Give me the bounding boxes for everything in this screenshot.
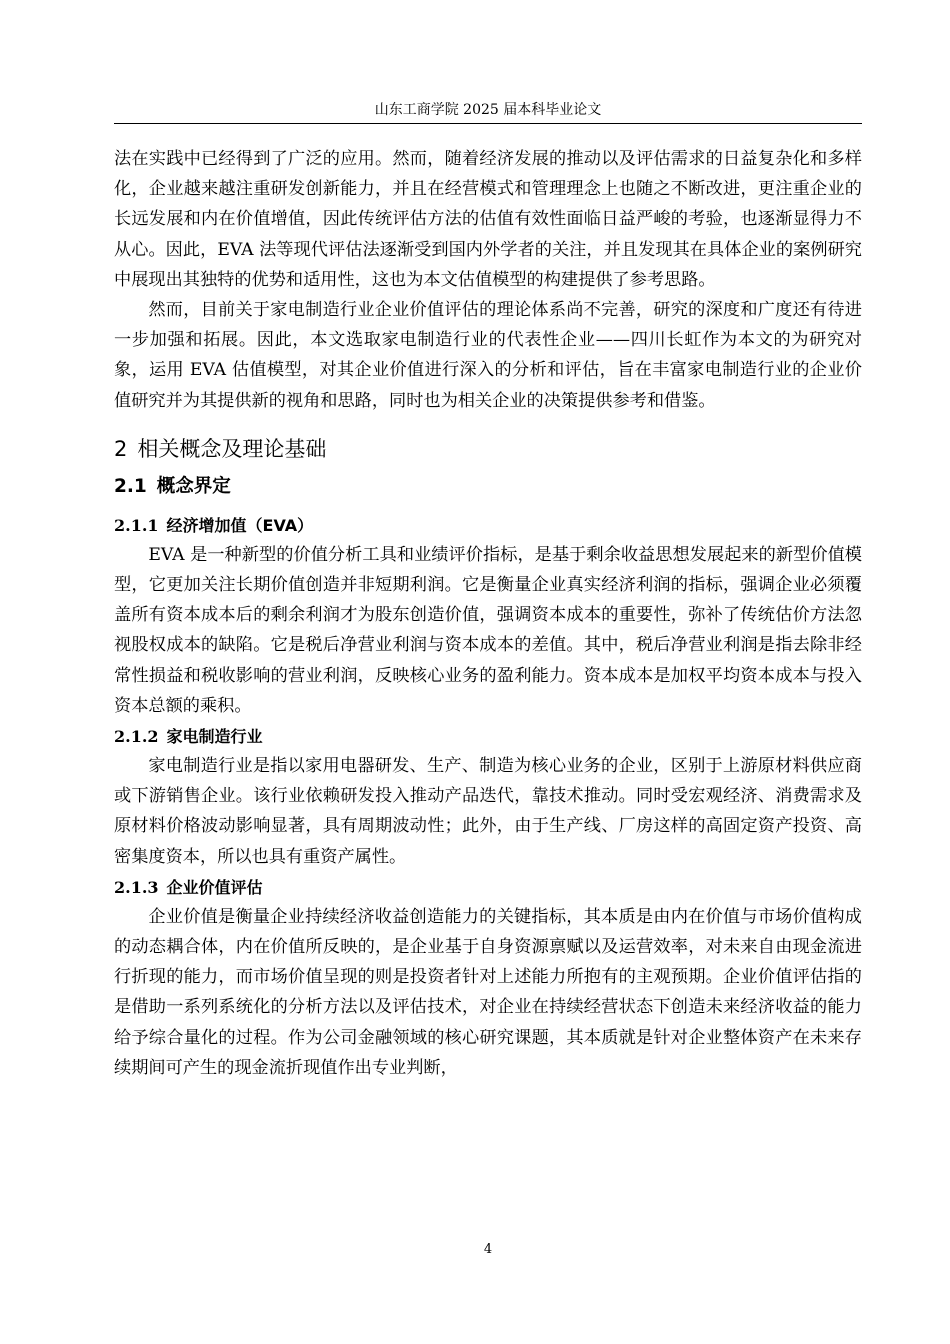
- subsection-number: 2.1: [114, 475, 147, 497]
- subsubsection-title: 家电制造行业: [166, 727, 263, 747]
- paragraph-valuation: 企业价值是衡量企业持续经济收益创造能力的关键指标，其本质是由内在价值与市场价值构成的动态耦合体，内在价值所反映的，是企业基于自身资源禀赋以及运营效率，对未来自由现金流进行折现的能力，而市场价值呈现的则是投资者针对上述能力所抱有的主观预期。企业价值评估指的是借助一系列系统化的分析方法以及评估技术，对企业在持续经营状态下创造未来经济收益的能力给予综合量化的过程。作为公司金融领域的核心研究课题，其本质就是针对企业整体资产在未来存续期间可产生的现金流折现值作出专业判断，: [114, 906, 862, 1078]
- subsubsection-heading-eva: [114, 512, 862, 540]
- page-body: [114, 144, 862, 1083]
- paragraph-eva: EVA 是一种新型的价值分析工具和业绩评价指标，是基于剩余收益思想发展起来的新型价值模型，它更加关注长期价值创造并非短期利润。它是衡量企业真实经济利润的指标，强调企业必须覆盖所有资本成本后的剩余利润才为股东创造价值，强调资本成本的重要性，弥补了传统估价方法忽视股权成本的缺陷。它是税后净营业利润与资本成本的差值。其中，税后净营业利润是指去除非经常性损益和税收影响的营业利润，反映核心业务的盈利能力。资本成本是加权平均资本成本与投入资本总额的乘积。: [114, 544, 862, 716]
- section-title: 相关概念及理论基础: [137, 436, 327, 461]
- subsubsection-heading-industry: [114, 723, 862, 751]
- paragraph-intro-1: 法在实践中已经得到了广泛的应用。然而，随着经济发展的推动以及评估需求的日益复杂化和多样化，企业越来越注重研发创新能力，并且在经营模式和管理理念上也随之不断改进，更注重企业的长远发展和内在价值增值，因此传统评估方法的估值有效性面临日益严峻的考验，也逐渐显得力不从心。因此，EVA 法等现代评估法逐渐受到国内外学者的关注，并且发现其在具体企业的案例研究中展现出其独特的优势和适用性，这也为本文估值模型的构建提供了参考思路。: [114, 149, 862, 290]
- paragraph-industry: 家电制造行业是指以家用电器研发、生产、制造为核心业务的企业，区别于上游原材料供应商或下游销售企业。该行业依赖研发投入推动产品迭代，靠技术推动。同时受宏观经济、消费需求及原材料价格波动影响显著，具有周期波动性；此外，由于生产线、厂房这样的高固定资产投资、高密集度资本，所以也具有重资产属性。: [114, 756, 862, 867]
- subsubsection-title: 经济增加值（EVA）: [166, 515, 314, 535]
- section-number: 2: [114, 436, 128, 461]
- subsubsection-number: 2.1.3: [114, 877, 159, 897]
- page-number: 4: [483, 1242, 493, 1257]
- header-rule: [114, 123, 862, 124]
- running-header: 山东工商学院 2025 届本科毕业论文: [374, 102, 602, 118]
- subsection-title: 概念界定: [156, 475, 231, 497]
- subsubsection-title: 企业价值评估: [166, 877, 263, 897]
- subsubsection-number: 2.1.1: [114, 515, 159, 535]
- section-heading: [114, 434, 862, 464]
- subsubsection-heading-valuation: [114, 874, 862, 902]
- subsection-heading: [114, 472, 862, 502]
- subsubsection-number: 2.1.2: [114, 727, 159, 747]
- paragraph-intro-2: 然而，目前关于家电制造行业企业价值评估的理论体系尚不完善，研究的深度和广度还有待进一步加强和拓展。因此，本文选取家电制造行业的代表性企业——四川长虹作为本文的为研究对象，运用 EVA 估值模型，对其企业价值进行深入的分析和评估，旨在丰富家电制造行业的企业价值研究并为其提供新的视角和思路，同时也为相关企业的决策提供参考和借鉴。: [114, 300, 862, 411]
